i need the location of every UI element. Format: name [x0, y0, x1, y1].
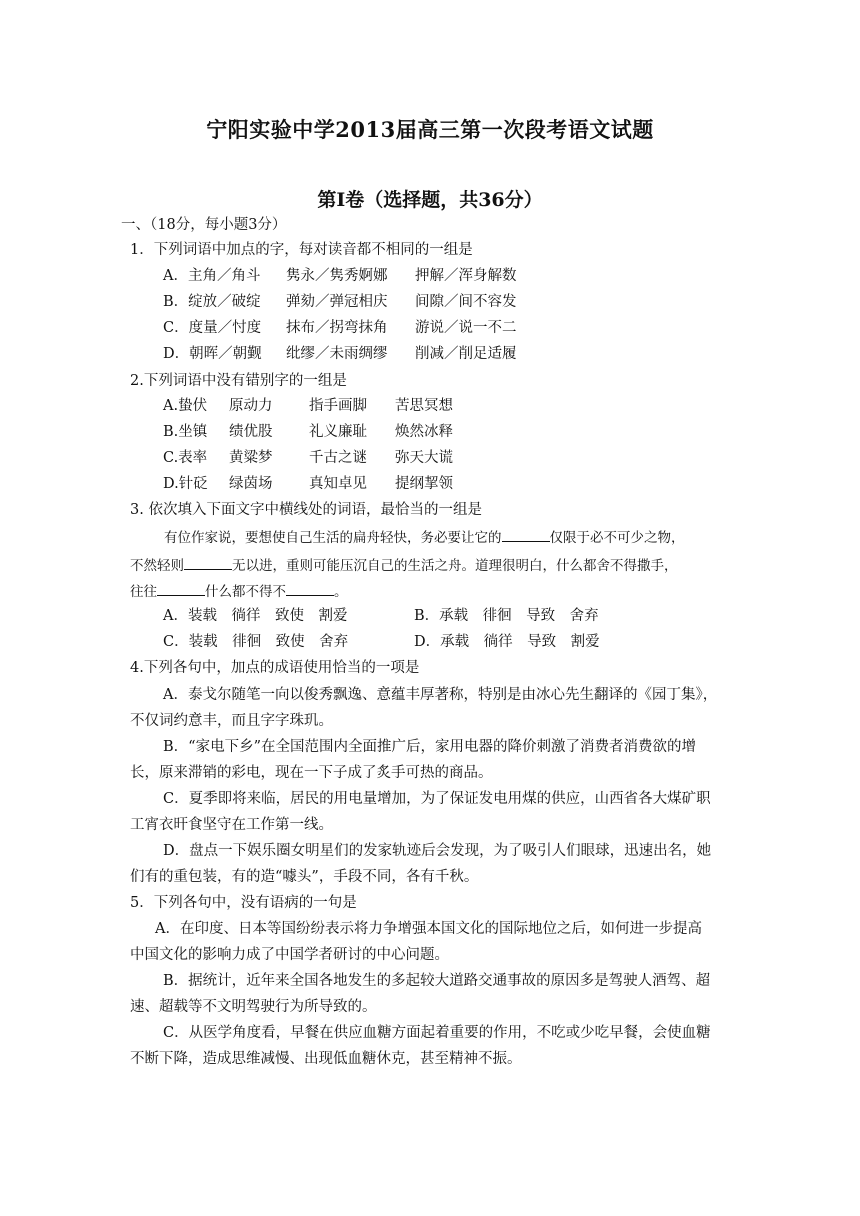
- section-heading: 一、（18分，每小题3分）: [121, 217, 287, 233]
- question-2-option-a: [163, 396, 453, 416]
- question-2-stem: 2.下列词语中没有错别字的一组是: [130, 373, 347, 389]
- option-part: 苦思冥想: [395, 398, 453, 414]
- option-part: 黄粱梦: [229, 450, 273, 466]
- question-1-option-b: [163, 292, 517, 312]
- option-part: 削减／削足适履: [415, 346, 517, 362]
- option-part: 纰缪／未雨绸缪: [286, 346, 388, 362]
- answer-blank: [502, 527, 550, 542]
- option-part: 弹劾／弹冠相庆: [286, 294, 388, 310]
- option-part: C．度量／忖度: [163, 320, 262, 336]
- option-part: 押解／浑身解数: [415, 268, 517, 284]
- option-part: B．绽放／破绽: [163, 294, 261, 310]
- question-3-stem: 3. 依次填入下面文字中横线处的词语，最恰当的一组是: [130, 502, 482, 518]
- question-5-option-a-line-1: A．在印度、日本等国纷纷表示将力争增强本国文化的国际地位之后，如何进一步提高: [155, 921, 702, 937]
- passage-text: 不然轻则: [130, 558, 184, 574]
- question-3-passage-line-2: [130, 555, 678, 576]
- question-1-option-d: [163, 344, 517, 364]
- question-3-passage-line-1: [164, 527, 685, 548]
- question-4-stem: 4.下列各句中，加点的成语使用恰当的一项是: [130, 660, 420, 676]
- passage-text: 什么都不得不: [205, 584, 286, 600]
- question-4-option-b-line-2: 长，原来滞销的彩电，现在一下子成了炙手可热的商品。: [130, 765, 493, 781]
- question-1-stem: 1．下列词语中加点的字，每对读音都不相同的一组是: [130, 242, 473, 258]
- question-4-option-a-line-2: 不仅词约意丰，而且字字珠玑。: [130, 713, 333, 729]
- question-3-passage-line-3: [130, 581, 348, 602]
- question-4-option-a-line-1: A．泰戈尔随笔一向以俊秀飘逸、意蕴丰厚著称，特别是由冰心先生翻译的《园丁集》，: [163, 687, 718, 703]
- question-4-option-b-line-1: B．“家电下乡”在全国范围内全面推广后，家用电器的降价刺激了消费者消费欲的增: [163, 739, 696, 755]
- option-part: 弥天大谎: [395, 450, 453, 466]
- passage-text: 无以进，重则可能压沉自己的生活之舟。道理很明白，什么都舍不得撒手，: [232, 558, 678, 574]
- answer-blank: [157, 581, 205, 596]
- question-2-option-d: [163, 474, 453, 494]
- question-5-option-b-line-1: B．据统计，近年来全国各地发生的多起较大道路交通事故的原因多是驾驶人酒驾、超: [163, 973, 711, 989]
- question-3-option-c: C．装载 徘徊 致使 舍弃: [163, 634, 349, 650]
- passage-text: 往往: [130, 584, 157, 600]
- option-part: 绿茵场: [229, 476, 273, 492]
- option-part: 游说／说一不二: [415, 320, 517, 336]
- question-5-option-c-line-1: C．从医学角度看，早餐在供应血糖方面起着重要的作用，不吃或少吃早餐，会使血糖: [163, 1025, 711, 1041]
- option-part: C.表率: [163, 450, 208, 466]
- part-heading: 第Ⅰ卷（选择题，共36分）: [317, 189, 543, 211]
- option-part: 间隙／间不容发: [415, 294, 517, 310]
- option-part: 指手画脚: [309, 398, 367, 414]
- option-part: 原动力: [229, 398, 273, 414]
- question-4-option-c-line-2: 工宵衣旰食坚守在工作第一线。: [130, 817, 333, 833]
- option-part: 真知卓见: [309, 476, 367, 492]
- question-4-option-d-line-1: D．盘点一下娱乐圈女明星们的发家轨迹后会发现，为了吸引人们眼球，迅速出名，她: [163, 843, 712, 859]
- option-part: A.蛰伏: [163, 398, 208, 414]
- question-1-option-a: [163, 266, 517, 286]
- passage-text: 有位作家说，要想使自己生活的扁舟轻快，务必要让它的: [164, 530, 502, 546]
- question-3-option-d: D．承载 徜徉 导致 割爱: [414, 634, 600, 650]
- passage-text: 。: [334, 584, 348, 600]
- passage-text: 仅限于必不可少之物，: [549, 530, 685, 546]
- question-4-option-c-line-1: C．夏季即将来临，居民的用电量增加，为了保证发电用煤的供应，山西省各大煤矿职: [163, 791, 711, 807]
- option-part: 礼义廉耻: [309, 424, 367, 440]
- option-part: D．朝晖／朝觐: [163, 346, 262, 362]
- question-5-option-c-line-2: 不断下降，造成思维减慢、出现低血糖休克，甚至精神不振。: [130, 1051, 522, 1067]
- option-part: 千古之谜: [309, 450, 367, 466]
- question-3-option-b: B．承载 徘徊 导致 舍弃: [414, 608, 599, 624]
- question-1-option-c: [163, 318, 517, 338]
- option-part: D.针砭: [163, 476, 208, 492]
- question-3-option-a: A．装载 徜徉 致使 割爱: [163, 608, 348, 624]
- question-5-stem: 5．下列各句中，没有语病的一句是: [130, 895, 357, 911]
- question-4-option-d-line-2: 们有的重包装，有的造“噱头”，手段不同，各有千秋。: [130, 869, 479, 885]
- page-title: 宁阳实验中学2013届高三第一次段考语文试题: [206, 117, 654, 142]
- option-part: A．主角／角斗: [163, 268, 261, 284]
- option-part: 提纲挈领: [395, 476, 453, 492]
- answer-blank: [286, 581, 334, 596]
- option-part: 绩优股: [229, 424, 273, 440]
- question-2-option-c: [163, 448, 453, 468]
- question-5-option-b-line-2: 速、超载等不文明驾驶行为所导致的。: [130, 999, 377, 1015]
- option-part: 焕然冰释: [395, 424, 453, 440]
- option-part: B.坐镇: [163, 424, 208, 440]
- question-2-option-b: [163, 422, 453, 442]
- option-part: 抹布／拐弯抹角: [286, 320, 388, 336]
- answer-blank: [184, 555, 232, 570]
- question-5-option-a-line-2: 中国文化的影响力成了中国学者研讨的中心问题。: [130, 947, 449, 963]
- option-part: 隽永／隽秀婀娜: [286, 268, 388, 284]
